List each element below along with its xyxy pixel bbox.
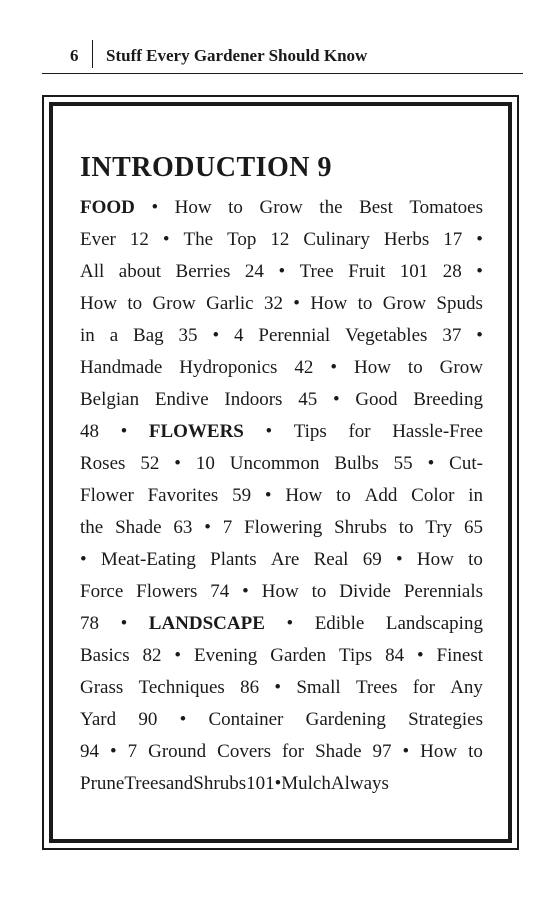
text-word: Grass — [80, 677, 124, 698]
section-heading: FLOWERS — [148, 421, 244, 442]
introduction-heading: INTRODUCTION 9 — [80, 152, 333, 183]
text-word: Covers — [217, 741, 271, 762]
text-line — [80, 320, 483, 352]
text-word: • — [395, 549, 403, 570]
text-word: Vegetables — [345, 325, 428, 346]
text-word: • — [204, 517, 211, 538]
text-word: Tips — [293, 421, 327, 442]
text-word: Any — [450, 677, 483, 698]
text-word: 45 — [298, 389, 318, 410]
text-word: How — [420, 741, 458, 762]
text-word: Grow — [152, 293, 196, 314]
text-word: in — [80, 325, 95, 346]
text-word: for — [281, 741, 305, 762]
text-line — [80, 736, 483, 768]
text-word: • — [120, 613, 128, 634]
page-number: 6 — [70, 46, 79, 65]
text-line — [80, 672, 483, 704]
text-line — [80, 768, 483, 800]
text-word: 12 — [270, 229, 290, 250]
text-line — [80, 512, 483, 544]
text-word: Culinary — [303, 229, 370, 250]
text-line — [80, 416, 483, 448]
text-word: Try — [425, 517, 453, 538]
text-word: • — [278, 261, 286, 282]
text-word: Roses — [80, 453, 126, 474]
text-word: • — [476, 229, 483, 250]
text-word: 63 — [173, 517, 193, 538]
text-word: 69 — [362, 549, 382, 570]
text-word: Bag — [133, 325, 164, 346]
header-rule — [42, 73, 523, 74]
text-word: to — [468, 549, 483, 570]
text-word: to — [357, 293, 373, 314]
text-word: the — [80, 517, 104, 538]
text-word: 101 — [246, 773, 275, 794]
text-word: How — [354, 357, 391, 378]
text-word: Tomatoes — [409, 197, 483, 218]
text-word: Top — [227, 229, 257, 250]
text-word: • — [109, 741, 117, 762]
text-word: 55 — [393, 453, 413, 474]
text-word: 24 — [244, 261, 264, 282]
text-word: • — [416, 645, 424, 666]
text-word: • — [212, 325, 220, 346]
text-word: 101 — [399, 261, 429, 282]
text-word: Hydroponics — [179, 357, 278, 378]
text-word: a — [109, 325, 119, 346]
text-word: Perennials — [403, 581, 483, 602]
text-word: 35 — [178, 325, 198, 346]
text-word: 59 — [232, 485, 252, 506]
text-word: to — [398, 517, 414, 538]
text-word: 28 — [442, 261, 462, 282]
text-line — [80, 640, 483, 672]
text-line — [80, 288, 483, 320]
text-word: Hassle-Free — [392, 421, 483, 442]
text-word: Evening — [193, 645, 258, 666]
text-word: 42 — [294, 357, 314, 378]
text-word: Shade — [115, 517, 162, 538]
text-word: for — [412, 677, 435, 698]
text-word: Yard — [80, 709, 117, 730]
text-word: 97 — [372, 741, 392, 762]
contents-block — [80, 150, 483, 800]
text-word: 52 — [140, 453, 160, 474]
section-heading: LANDSCAPE — [148, 613, 265, 634]
text-word: How — [174, 197, 212, 218]
text-word: The — [183, 229, 214, 250]
text-word: • — [264, 485, 272, 506]
text-word: Are — [270, 549, 300, 570]
text-line — [80, 704, 483, 736]
text-word: Plants — [210, 549, 257, 570]
text-word: Flower — [80, 485, 134, 506]
text-word: Endive — [154, 389, 209, 410]
text-word: Landscaping — [385, 613, 483, 634]
text-word: Trees — [124, 773, 166, 794]
text-word: Garlic — [206, 293, 254, 314]
text-word: • — [80, 549, 87, 570]
text-line — [80, 544, 483, 576]
text-line — [80, 192, 483, 224]
text-word: Shade — [315, 741, 362, 762]
text-line — [80, 480, 483, 512]
text-word: 86 — [240, 677, 260, 698]
text-word: 37 — [442, 325, 462, 346]
text-word: 48 — [80, 421, 99, 442]
text-word: • — [330, 357, 338, 378]
text-word: Small — [296, 677, 341, 698]
text-word: 10 — [195, 453, 215, 474]
text-word: Ever — [80, 229, 116, 250]
text-word: Fruit — [348, 261, 386, 282]
text-word: Uncommon — [229, 453, 320, 474]
text-word: How — [261, 581, 299, 602]
text-word: Best — [359, 197, 393, 218]
text-word: • — [402, 741, 410, 762]
text-word: How — [416, 549, 454, 570]
header-divider — [92, 40, 93, 68]
text-word: Techniques — [138, 677, 225, 698]
text-word: Real — [313, 549, 349, 570]
text-word: 17 — [443, 229, 463, 250]
text-word: 65 — [464, 517, 483, 538]
text-word: Grow — [439, 357, 483, 378]
text-word: 94 — [80, 741, 99, 762]
text-line — [80, 384, 483, 416]
text-word: • — [293, 293, 300, 314]
text-word: Breeding — [413, 389, 483, 410]
text-word: Always — [330, 773, 389, 794]
text-word: • — [174, 453, 181, 474]
text-word: Color — [411, 485, 455, 506]
text-word: 7 — [222, 517, 233, 538]
text-word: All — [80, 261, 105, 282]
text-word: Force — [80, 581, 124, 602]
text-word: Belgian — [80, 389, 140, 410]
text-word: Basics — [80, 645, 130, 666]
text-line — [80, 352, 483, 384]
text-word: to — [407, 357, 423, 378]
text-word: Finest — [436, 645, 483, 666]
text-word: • — [274, 677, 282, 698]
text-word: Gardening — [305, 709, 386, 730]
text-word: How — [80, 293, 117, 314]
text-word: • — [332, 389, 340, 410]
text-word: Herbs — [383, 229, 430, 250]
text-word: • — [286, 613, 294, 634]
text-word: • — [476, 261, 483, 282]
text-word: • — [120, 421, 128, 442]
text-word: Flowering — [244, 517, 323, 538]
text-line — [80, 224, 483, 256]
text-word: 4 — [234, 325, 244, 346]
text-word: Bulbs — [334, 453, 379, 474]
text-word: Cut- — [449, 453, 483, 474]
text-word: Spuds — [436, 293, 483, 314]
text-word: Tips — [339, 645, 373, 666]
text-line — [80, 608, 483, 640]
book-title: Stuff Every Gardener Should Know — [106, 46, 368, 65]
text-line — [80, 448, 483, 480]
text-word: 74 — [210, 581, 230, 602]
text-word: • — [242, 581, 249, 602]
text-word: to — [228, 197, 243, 218]
text-line — [80, 256, 483, 288]
text-word: 7 — [127, 741, 138, 762]
text-word: Add — [364, 485, 398, 506]
text-word: Perennial — [258, 325, 331, 346]
text-word: Handmade — [80, 357, 163, 378]
text-word: • — [265, 421, 273, 442]
text-word: • — [274, 773, 282, 794]
text-word: Divide — [339, 581, 391, 602]
text-word: 82 — [142, 645, 162, 666]
section-heading: FOOD — [80, 197, 135, 218]
text-word: Shrubs — [334, 517, 387, 538]
text-word: the — [319, 197, 343, 218]
text-word: Grow — [382, 293, 427, 314]
text-word: about — [118, 261, 162, 282]
text-word: Garden — [270, 645, 327, 666]
text-word: Meat-Eating — [100, 549, 196, 570]
text-word: • — [179, 709, 187, 730]
text-word: to — [127, 293, 143, 314]
text-word: Tree — [299, 261, 334, 282]
text-word: Flowers — [136, 581, 198, 602]
text-word: • — [476, 325, 483, 346]
text-word: • — [174, 645, 182, 666]
text-word: Favorites — [147, 485, 219, 506]
text-word: in — [468, 485, 483, 506]
text-word: 84 — [385, 645, 405, 666]
text-word: How — [310, 293, 348, 314]
text-word: Shrubs — [193, 773, 247, 794]
text-word: Trees — [355, 677, 398, 698]
text-word: Grow — [259, 197, 303, 218]
text-word: to — [468, 741, 483, 762]
text-word: Prune — [80, 773, 125, 794]
text-word: How — [285, 485, 323, 506]
text-word: Edible — [314, 613, 365, 634]
text-word: Indoors — [224, 389, 283, 410]
text-word: Good — [355, 389, 398, 410]
text-word: Berries — [175, 261, 231, 282]
text-word: Ground — [148, 741, 207, 762]
text-word: and — [165, 773, 194, 794]
text-word: Mulch — [281, 773, 331, 794]
text-word: • — [162, 229, 170, 250]
contents-text — [80, 192, 483, 800]
text-word: to — [336, 485, 351, 506]
text-word: • — [427, 453, 435, 474]
text-line — [80, 576, 483, 608]
text-word: Strategies — [408, 709, 483, 730]
text-word: 32 — [263, 293, 283, 314]
text-word: for — [348, 421, 371, 442]
text-word: 78 — [80, 613, 99, 634]
text-word: to — [311, 581, 327, 602]
text-word: 90 — [138, 709, 158, 730]
text-word: • — [151, 197, 159, 218]
text-word: Container — [208, 709, 284, 730]
text-word: 12 — [129, 229, 149, 250]
running-head — [0, 46, 560, 76]
